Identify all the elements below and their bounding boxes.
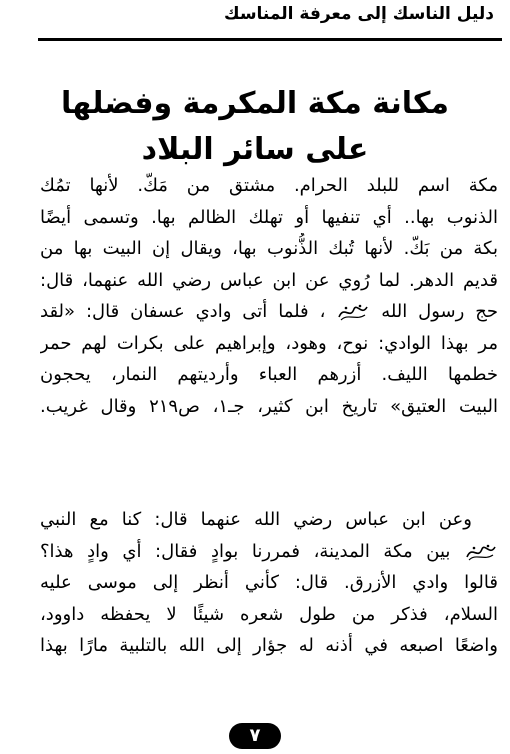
page-number: ٧ — [229, 723, 281, 749]
paragraph-2 — [40, 504, 498, 662]
text-line: بكة من بَكّ. لأنها تُبك الذُّنوب بها، ويقال إن البيت بها من — [40, 238, 498, 259]
header-title: دليل الناسك إلى معرفة المناسك — [224, 4, 494, 24]
text-line: واضعًا اصبعه في أذنه له جؤار إلى الله بالتلبية مارًا بهذا — [40, 635, 498, 656]
text-line: وعن ابن عباس رضي الله عنهما قال: كنا مع النبي — [40, 509, 472, 530]
text-line: مر بهذا الوادي: نوح، وهود، وإبراهيم على بكرات لهم حمر — [40, 332, 498, 354]
text-line-with-seal — [40, 536, 498, 568]
page-number-footer — [0, 723, 510, 751]
text-line-with-seal — [40, 296, 498, 328]
section-subtitle: على سائر البلاد — [141, 132, 369, 167]
text-line: خطمها الليف. أزرهم العباء وأرديتهم النمار، يحجون — [40, 364, 498, 385]
text-line: قالوا وادي الأزرق. قال: كأني أنظر إلى موسى عليه — [40, 572, 498, 593]
salawat-seal-icon — [464, 541, 498, 563]
text-segment: ، فلما أتى وادي عسفان قال: «لقد — [40, 301, 326, 322]
text-line: مكة اسم للبلد الحرام. مشتق من مَكّ. لأنها تمُك — [40, 175, 498, 196]
section-title: مكانة مكة المكرمة وفضلها — [61, 86, 449, 121]
running-header — [38, 0, 502, 41]
salawat-seal-icon — [336, 301, 370, 323]
text-line: قديم الدهر. لما رُوي عن ابن عباس رضي الله عنهما، قال: — [40, 269, 498, 291]
text-line: السلام، فذكر من طول شعره شيئًا لا يحفظه داوود، — [40, 603, 498, 625]
text-segment: حج رسول الله — [381, 301, 498, 322]
text-line: الذنوب بها.. أي تنفيها أو تهلك الظالم بها. وتسمى أيضًا — [40, 206, 498, 228]
text-line: البيت العتيق» تاريخ ابن كثير، جـ١، ص٢١٩ وقال غريب. — [40, 395, 498, 417]
paragraph-1 — [40, 170, 498, 422]
text-segment: بين مكة المدينة، فمررنا بوادٍ فقال: أي وادٍ هذا؟ — [40, 540, 451, 562]
